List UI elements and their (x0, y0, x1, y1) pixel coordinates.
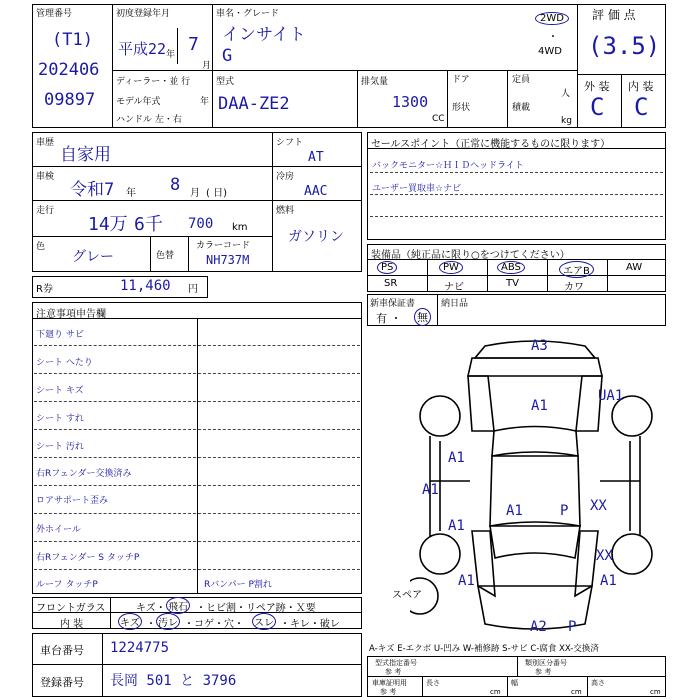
drive-2wd: 2WD (535, 12, 569, 25)
first-registration-label: 初度登録年月 (116, 9, 171, 19)
fuel-value: ガソリン (288, 229, 344, 245)
km-unit: km (232, 222, 248, 233)
sales-point-2: ユーザー買取車☆ナビ (372, 184, 462, 194)
interior-dot: ・ (146, 619, 156, 630)
delivery-label: 納日品 (441, 299, 469, 309)
damage-mark-p-rear: P (568, 619, 577, 635)
mileage-label: 走行 (36, 206, 55, 216)
height-unit: cm (650, 688, 661, 696)
recycle-value: 11,460 (120, 278, 171, 294)
width-unit: cm (571, 688, 582, 696)
displacement-label: 排気量 (361, 77, 389, 87)
exterior-grade: C (590, 93, 605, 121)
model-spec-ref: 参 考 (385, 668, 402, 676)
mileage-sen: 6千 (134, 214, 163, 235)
ac-label: 冷房 (276, 172, 295, 182)
note-line-1: 下廻り サビ (36, 330, 84, 340)
damage-mark-a1-left-side: A1 (422, 482, 439, 498)
sales-points-title: セールスポイント（正常に機能するものに限ります） (371, 139, 611, 150)
ac-value: AAC (304, 184, 328, 199)
registration-value: 長岡 501 と 3796 (110, 673, 237, 689)
fuel-label: 燃料 (276, 206, 295, 216)
recycle-label: R券 (36, 284, 53, 295)
note-extra: Rバンパー P割れ (204, 580, 272, 590)
interior-items-rest: ・キレ・破レ (280, 619, 340, 630)
handle-label: ハンドル 左・右 (116, 115, 182, 125)
history-label: 車歴 (36, 138, 55, 148)
interior-circled-1: キズ (118, 613, 142, 630)
grade: G (222, 46, 233, 66)
chassis-value: 1224775 (110, 640, 170, 656)
warranty-value: 有 ・ (376, 312, 402, 325)
damage-mark-a3: A3 (531, 338, 548, 354)
car-name-label: 車名・グレード (216, 9, 280, 19)
garage-cert-ref: 参 考 (380, 688, 397, 696)
inspection-month-unit: 月 (190, 188, 200, 199)
model-year-unit: 年 (200, 97, 210, 107)
damage-mark-a1-rear-left: A1 (458, 573, 475, 589)
kanri-value-2: 202406 (38, 60, 100, 80)
color-change-label: 色替 (156, 251, 175, 261)
equip-navi: ナビ (444, 282, 464, 293)
damage-legend: A-キズ E-エクボ U-凹み W-補修跡 S-サビ C-腐食 XX-交換済 (369, 644, 599, 654)
damage-mark-a1-center: A1 (506, 503, 523, 519)
color-label: 色 (36, 242, 46, 252)
note-line-10: ルーフ タッチP (36, 580, 98, 590)
damage-mark-a1-left-front: A1 (448, 450, 465, 466)
model-year-label: モデル年式 (116, 97, 161, 107)
damage-mark-p-center: P (560, 503, 569, 519)
damage-mark-xx-2: XX (596, 548, 613, 564)
width-label: 幅 (511, 679, 518, 687)
note-line-5: シート 汚れ (36, 442, 84, 452)
shift-value: AT (308, 150, 324, 165)
garage-cert-label: 車庫証明用 (372, 679, 407, 687)
yen-unit: 円 (188, 284, 198, 295)
rating-label: 評 価 点 (592, 8, 636, 22)
equip-airbag: エアB (559, 261, 594, 278)
header-section (32, 4, 666, 128)
notes-title: 注意事項申告欄 (36, 309, 106, 320)
damage-mark-a1-left-rear: A1 (448, 518, 465, 534)
color-code-label: カラーコード (196, 241, 251, 251)
history-value: 自家用 (60, 145, 111, 165)
equip-pw: PW (439, 261, 463, 274)
color-value: グレー (72, 249, 114, 265)
equip-aw: AW (626, 262, 643, 273)
car-name: インサイト (222, 25, 306, 45)
damage-mark-a1-roof: A1 (531, 398, 548, 414)
class-label: 類別区分番号 (525, 659, 567, 667)
equip-sr: SR (384, 278, 398, 289)
length-label: 長さ (426, 679, 440, 687)
sales-point-1: バックモニター☆ＨＩＤヘッドライト (372, 161, 524, 171)
displacement-value: 1300 (392, 93, 429, 111)
interior-grade: C (634, 93, 649, 121)
height-label: 高さ (591, 679, 605, 687)
front-glass-label: フロントガラス (36, 603, 106, 614)
inspection-label: 車検 (36, 172, 55, 182)
equip-abs: ABS (497, 261, 525, 274)
cc-unit: CC (432, 114, 445, 124)
shift-label: シフト (276, 138, 304, 148)
damage-mark-xx-1: XX (590, 498, 607, 514)
inspection-year-unit: 年 (126, 188, 136, 199)
note-line-7: ロアサポート歪み (36, 496, 109, 506)
damage-mark-a1-rear-right: A1 (600, 573, 617, 589)
model-label: 型式 (216, 77, 235, 87)
note-line-8: 外ホイール (36, 525, 81, 535)
interior-label: 内 装 (628, 80, 654, 93)
load-unit: kg (561, 116, 572, 126)
equip-leather: カワ (564, 282, 584, 293)
dealer-label: ディーラー・並 行 (116, 77, 191, 87)
interior-items-mid: ・コゲ・穴・ (184, 619, 244, 630)
inspection-era: 令和7 (70, 180, 115, 200)
rating-value: (3.5) (588, 32, 661, 60)
inspection-day-unit: ( 日) (206, 188, 227, 199)
note-line-3: シート キズ (36, 386, 84, 396)
first-registration-era: 平成22 (118, 40, 167, 58)
kanri-value-1: (T1) (52, 30, 93, 50)
load-label: 積載 (512, 103, 531, 113)
note-line-2: シート へたり (36, 358, 93, 368)
door-label: ドア (452, 75, 470, 85)
first-registration-month: 7 (188, 34, 199, 55)
interior-circled-2: 汚レ (156, 613, 180, 630)
capacity-label: 定員 (512, 75, 531, 85)
equipment-title: 装備品（純正品に限り○をつけてください） (371, 250, 570, 261)
mileage-man: 14万 (88, 214, 128, 235)
model-spec-label: 型式指定番号 (375, 659, 417, 667)
inspection-month: 8 (170, 175, 181, 195)
length-unit: cm (490, 688, 501, 696)
damage-mark-a2: A2 (530, 619, 547, 635)
warranty-label: 新車保証書 (370, 299, 416, 309)
kanri-label: 管理番号 (36, 9, 73, 19)
equip-tv: TV (506, 278, 519, 289)
interior-circled-3: スレ (252, 613, 276, 630)
chassis-label: 車台番号 (40, 644, 84, 657)
drive-4wd: 4WD (538, 46, 562, 57)
car-damage-diagram (410, 336, 660, 636)
shape-label: 形状 (452, 103, 471, 113)
class-ref: 参 考 (535, 668, 552, 676)
front-glass-circled: 飛石 (166, 597, 190, 614)
mileage-rest: 700 (188, 216, 214, 232)
color-code: NH737M (206, 253, 250, 267)
front-glass-items-b: ・ヒビ割・リペア跡・Ｘ要 (196, 603, 316, 614)
capacity-unit: 人 (561, 89, 571, 99)
damage-mark-ua1: UA1 (598, 388, 624, 404)
registration-label: 登録番号 (40, 676, 84, 689)
warranty-circled: 無 (414, 308, 431, 326)
model-code: DAA-ZE2 (218, 94, 290, 114)
month-unit: 月 (202, 61, 212, 71)
equip-ps: PS (377, 261, 397, 274)
note-line-6: 右Rフェンダー交換済み (36, 469, 132, 479)
year-unit: 年 (166, 50, 176, 60)
spare-label: スペア (392, 590, 422, 601)
interior-condition-label: 内 装 (60, 619, 84, 630)
note-line-4: シート すれ (36, 414, 84, 424)
exterior-label: 外 装 (584, 80, 610, 93)
front-glass-items-a: キズ・ (136, 603, 166, 614)
drive-separator: ・ (548, 32, 558, 43)
note-line-9: 右Rフェンダー S タッチP (36, 553, 140, 563)
kanri-value-3: 09897 (44, 90, 96, 110)
